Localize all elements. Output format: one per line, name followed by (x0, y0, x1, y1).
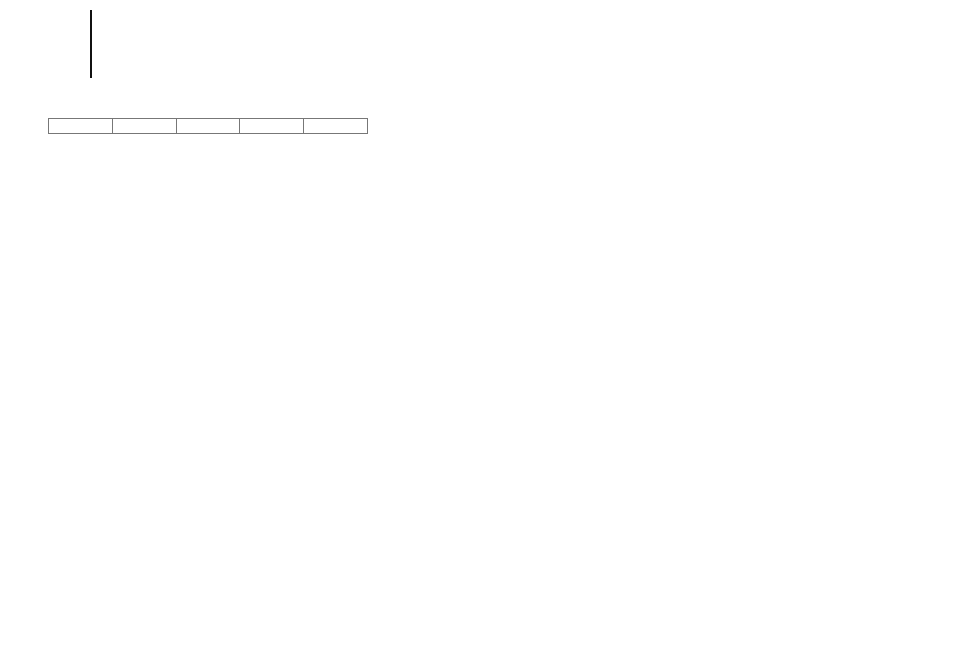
tip-cell (112, 119, 176, 134)
tip-row (49, 119, 368, 134)
race-box (0, 10, 92, 78)
tip-cell (240, 119, 304, 134)
tip-cell (304, 119, 368, 134)
tip-cell (49, 119, 113, 134)
tip-table (48, 118, 368, 134)
tip-cell (176, 119, 240, 134)
